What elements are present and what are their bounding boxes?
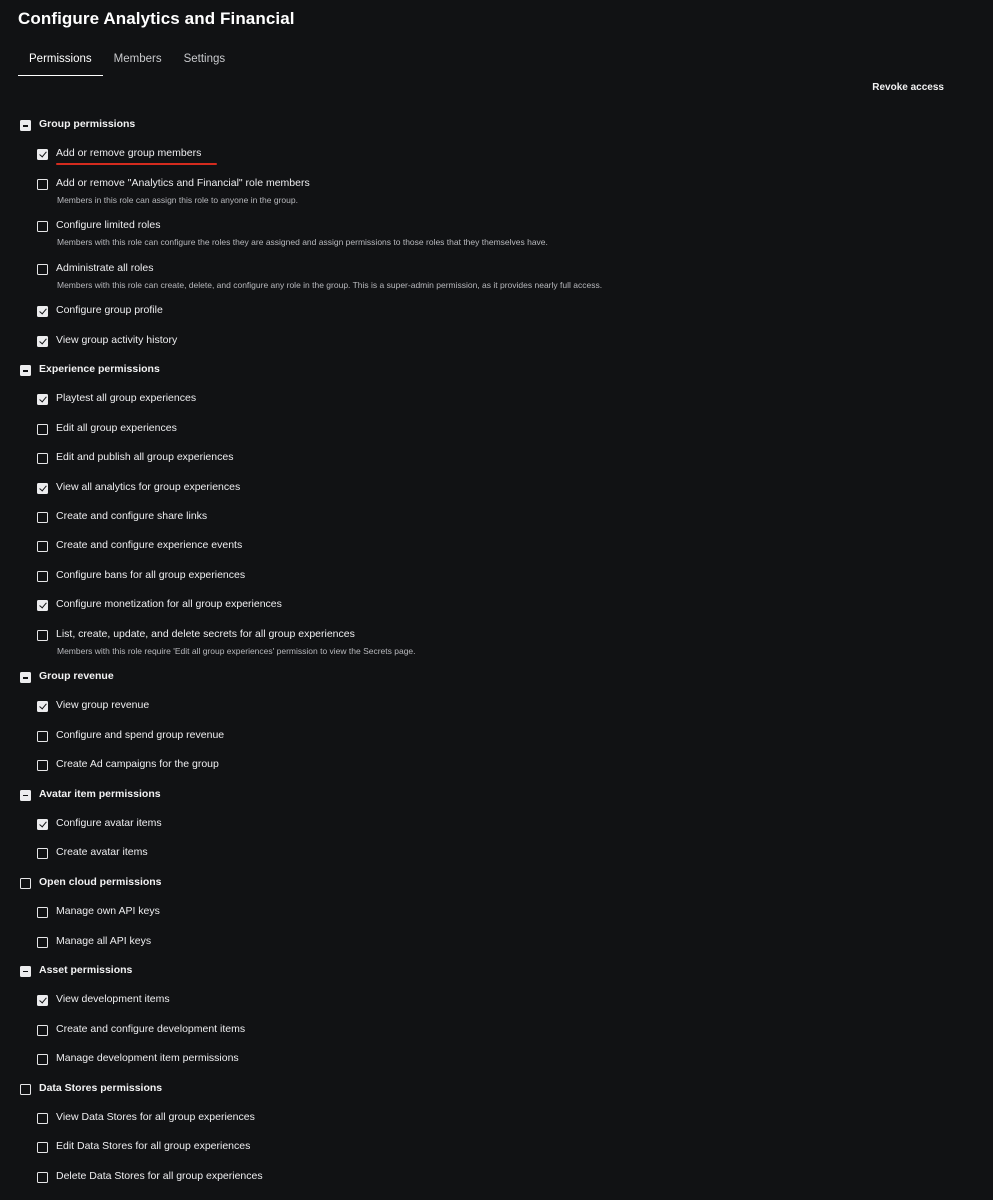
group-label: Open cloud permissions [39, 875, 162, 888]
permission-label: Administrate all roles [56, 261, 154, 274]
permission-group-open-cloud-permissions [19, 869, 959, 898]
permission-checkbox[interactable] [37, 1113, 48, 1124]
permission-item [19, 591, 959, 620]
permission-checkbox[interactable] [37, 995, 48, 1006]
permission-label: Playtest all group experiences [56, 392, 197, 405]
permission-label: Delete Data Stores for all group experiences [56, 1169, 263, 1182]
group-label: Avatar item permissions [39, 787, 161, 800]
permission-checkbox[interactable] [37, 453, 48, 464]
red-underline-annotation [56, 163, 217, 165]
permissions-list [19, 111, 959, 1192]
permission-item [19, 255, 959, 298]
permission-checkbox[interactable] [37, 541, 48, 552]
permission-checkbox[interactable] [37, 937, 48, 948]
group-label: Group revenue [39, 670, 114, 683]
permission-item [19, 621, 959, 664]
group-checkbox[interactable] [20, 790, 31, 801]
permission-item [19, 327, 959, 356]
group-label: Experience permissions [39, 363, 160, 376]
group-label: Group permissions [39, 118, 136, 130]
permission-item [19, 444, 959, 473]
permission-item [19, 385, 959, 414]
permission-checkbox[interactable] [37, 731, 48, 742]
permission-checkbox[interactable] [37, 149, 48, 160]
permission-label: Create and configure development items [56, 1022, 246, 1035]
permission-item [19, 898, 959, 927]
group-checkbox[interactable] [20, 966, 31, 977]
permission-item [19, 839, 959, 868]
permission-label: View development items [56, 993, 170, 1006]
tab-settings[interactable]: Settings [183, 53, 226, 65]
permission-group-data-stores-permissions [19, 1075, 959, 1104]
permission-item [19, 532, 959, 561]
tab-bar [18, 48, 236, 76]
permission-checkbox[interactable] [37, 630, 48, 641]
permission-checkbox[interactable] [37, 394, 48, 405]
permission-checkbox[interactable] [37, 571, 48, 582]
permission-group-experience-permissions [19, 356, 959, 385]
permission-checkbox[interactable] [37, 424, 48, 435]
revoke-access-button[interactable]: Revoke access [872, 82, 944, 93]
permission-checkbox[interactable] [37, 264, 48, 275]
permission-checkbox[interactable] [37, 483, 48, 494]
permission-checkbox[interactable] [37, 907, 48, 918]
permission-description: Members with this role require 'Edit all group experiences' permission to view the Secrets page. [57, 645, 416, 656]
permission-item [19, 297, 959, 326]
group-checkbox[interactable] [20, 672, 31, 683]
permission-label: Configure and spend group revenue [56, 728, 225, 741]
permission-group-avatar-item-permissions [19, 781, 959, 810]
permission-label: Add or remove group members [56, 147, 202, 160]
permission-checkbox[interactable] [37, 1142, 48, 1153]
permission-checkbox[interactable] [37, 600, 48, 611]
permission-label: Configure group profile [56, 304, 163, 317]
permission-group-asset-permissions [19, 957, 959, 986]
group-checkbox[interactable] [20, 365, 31, 376]
group-checkbox[interactable] [20, 120, 31, 131]
permission-label: View group activity history [56, 333, 178, 346]
permission-item [19, 503, 959, 532]
permission-group-group-permissions [19, 111, 959, 140]
permission-checkbox[interactable] [37, 848, 48, 859]
permission-item [19, 722, 959, 751]
tab-members[interactable]: Members [113, 53, 162, 65]
permission-label: View group revenue [56, 699, 150, 712]
permission-item [19, 928, 959, 957]
permission-checkbox[interactable] [37, 179, 48, 190]
permission-item [19, 692, 959, 721]
permission-item [19, 1163, 959, 1192]
permission-item [19, 140, 959, 169]
permission-label: Configure monetization for all group experiences [56, 598, 282, 611]
permission-item [19, 1045, 959, 1074]
permission-item [19, 751, 959, 780]
group-checkbox[interactable] [20, 1084, 31, 1095]
permission-label: Manage own API keys [56, 905, 160, 918]
permission-checkbox[interactable] [37, 819, 48, 830]
permission-label: Manage development item permissions [56, 1052, 239, 1065]
permission-label: Edit and publish all group experiences [56, 451, 234, 464]
page-title: Configure Analytics and Financial [18, 9, 295, 28]
permission-item [19, 170, 959, 213]
permission-item [19, 562, 959, 591]
permission-description: Members with this role can create, delete, and configure any role in the group. This is a super-admin permission, as it provides nearly full access. [57, 279, 603, 290]
permission-label: Edit all group experiences [56, 421, 177, 434]
group-label: Data Stores permissions [39, 1081, 163, 1094]
permission-item [19, 474, 959, 503]
permission-checkbox[interactable] [37, 221, 48, 232]
permission-checkbox[interactable] [37, 1172, 48, 1183]
permission-checkbox[interactable] [37, 1054, 48, 1065]
permission-checkbox[interactable] [37, 336, 48, 347]
permission-label: List, create, update, and delete secrets for all group experiences [56, 627, 355, 640]
permission-label: Edit Data Stores for all group experiences [56, 1140, 251, 1153]
permission-item [19, 986, 959, 1015]
permission-label: Configure avatar items [56, 817, 162, 830]
permission-checkbox[interactable] [37, 760, 48, 771]
permission-item [19, 1133, 959, 1162]
permission-label: Add or remove "Analytics and Financial" role members [56, 176, 310, 189]
permission-label: Create Ad campaigns for the group [56, 758, 219, 771]
permission-label: Create and configure share links [56, 510, 208, 523]
permission-label: Configure limited roles [56, 219, 161, 232]
permission-group-group-revenue [19, 663, 959, 692]
permission-label: Manage all API keys [56, 934, 152, 947]
tab-permissions[interactable]: Permissions [18, 48, 103, 76]
permission-label: Configure bans for all group experiences [56, 568, 246, 581]
permission-item [19, 810, 959, 839]
permission-item [19, 415, 959, 444]
permission-description: Members with this role can configure the roles they are assigned and assign permissions to those roles that they themselves have. [57, 237, 548, 248]
permission-item [19, 212, 959, 255]
permission-checkbox[interactable] [37, 1025, 48, 1036]
group-label: Asset permissions [39, 963, 133, 976]
permission-checkbox[interactable] [37, 701, 48, 712]
permission-label: View all analytics for group experiences [56, 480, 241, 493]
group-checkbox[interactable] [20, 878, 31, 889]
permission-item [19, 1104, 959, 1133]
permission-label: View Data Stores for all group experiences [56, 1110, 255, 1123]
permission-checkbox[interactable] [37, 306, 48, 317]
permission-checkbox[interactable] [37, 512, 48, 523]
permission-label: Create avatar items [56, 846, 148, 859]
permission-description: Members in this role can assign this role to anyone in the group. [57, 194, 298, 205]
permission-label: Create and configure experience events [56, 539, 243, 552]
permission-item [19, 1016, 959, 1045]
